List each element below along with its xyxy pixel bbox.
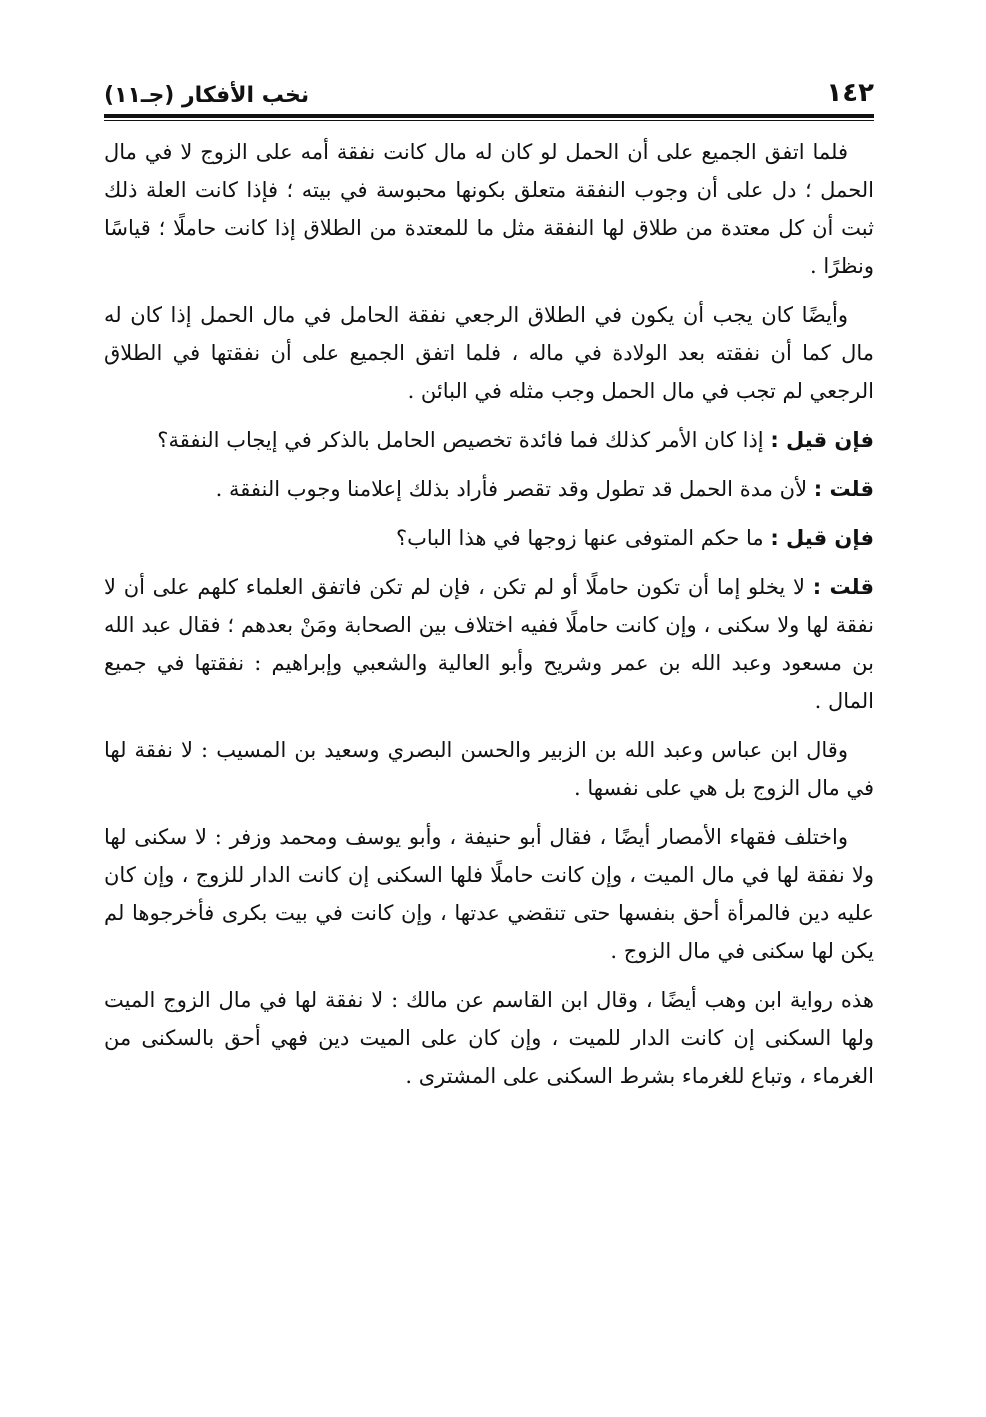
answer-lead: قلت :: [812, 575, 874, 599]
paragraph-8: [104, 818, 874, 970]
paragraph-4: [104, 470, 874, 508]
header-rule: [104, 114, 874, 121]
paragraph-text: إذا كان الأمر كذلك فما فائدة تخصيص الحامل بالذكر في إيجاب النفقة؟: [157, 428, 764, 452]
question-lead: فإن قيل :: [770, 526, 874, 550]
paragraph-text: فلما اتفق الجميع على أن الحمل لو كان له مال كانت نفقة أمه على الزوج لا في مال الحمل ؛ دل على أن وجوب النفقة متعلق بكونها محبوسة في بيته ؛ فإذا كانت العلة ذلك ثبت أن كل معتدة من طلاق لها النفقة مثل ما للمعتدة من الطلاق إذا كانت حاملًا ؛ قياسًا ونظرًا .: [104, 140, 874, 278]
book-title: نخب الأفكار (جـ١١): [104, 83, 310, 108]
paragraph-9: [104, 981, 874, 1095]
paragraph-text: وأيضًا كان يجب أن يكون في الطلاق الرجعي نفقة الحامل في مال الحمل إذا كان له مال كما أن نفقته بعد الولادة في ماله ، فلما اتفق الجميع على أن نفقتها في الطلاق الرجعي لم تجب في مال الحمل وجب مثله في البائن .: [104, 303, 874, 403]
paragraph-2: [104, 296, 874, 410]
body-text: [104, 133, 874, 1095]
paragraph-text: ما حكم المتوفى عنها زوجها في هذا الباب؟: [395, 526, 764, 550]
question-lead: فإن قيل :: [770, 428, 874, 452]
paragraph-text: لأن مدة الحمل قد تطول وقد تقصر فأراد بذلك إعلامنا وجوب النفقة .: [215, 477, 808, 501]
paragraph-3: [104, 421, 874, 459]
page-number: ١٤٢: [826, 78, 874, 108]
paragraph-text: واختلف فقهاء الأمصار أيضًا ، فقال أبو حنيفة ، وأبو يوسف ومحمد وزفر : لا سكنى لها ولا نفقة لها في مال الميت ، وإن كانت حاملًا فلها السكنى إن كانت الدار للزوج ، وإن كان عليه دين فالمرأة أحق بنفسها حتى تنقضي عدتها ، وإن كانت في بيت بكرى فأخرجوها لم يكن لها سكنى في مال الزوج .: [104, 825, 874, 963]
paragraph-1: [104, 133, 874, 285]
paragraph-5: [104, 519, 874, 557]
answer-lead: قلت :: [813, 477, 874, 501]
paragraph-6: [104, 568, 874, 720]
running-header: [104, 72, 874, 108]
paragraph-text: لا يخلو إما أن تكون حاملًا أو لم تكن ، فإن لم تكن فاتفق العلماء كلهم على أن لا نفقة لها ولا سكنى ، وإن كانت حاملًا ففيه اختلاف بين الصحابة ومَنْ بعدهم ؛ فقال عبد الله بن مسعود وعبد الله بن عمر وشريح وأبو العالية والشعبي وإبراهيم : نفقتها في جميع المال .: [104, 575, 874, 713]
paragraph-text: هذه رواية ابن وهب أيضًا ، وقال ابن القاسم عن مالك : لا نفقة لها في مال الزوج الميت ولها السكنى إن كانت الدار للميت ، وإن كان على الميت دين فهي أحق بالسكنى من الغرماء ، وتباع للغرماء بشرط السكنى على المشترى .: [104, 988, 874, 1088]
document-page: [104, 72, 874, 1392]
paragraph-7: [104, 731, 874, 807]
paragraph-text: وقال ابن عباس وعبد الله بن الزبير والحسن البصري وسعيد بن المسيب : لا نفقة لها في مال الزوج بل هي على نفسها .: [104, 738, 874, 800]
